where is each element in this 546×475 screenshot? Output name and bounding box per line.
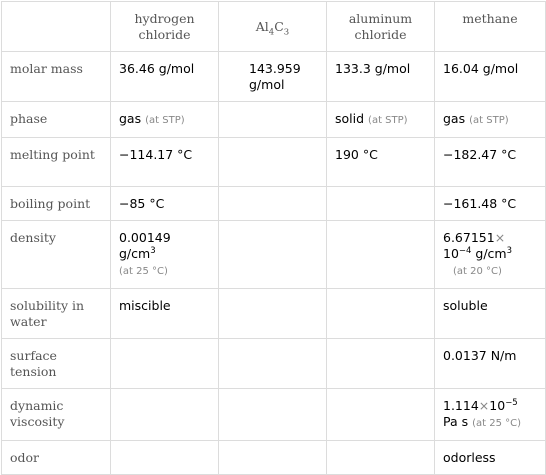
table-row-boiling-point xyxy=(2,187,546,221)
times-sign: × xyxy=(494,230,506,245)
corner-cell xyxy=(2,2,111,52)
density-unit: g/cm xyxy=(471,246,507,261)
row-label-phase: phase xyxy=(2,102,111,138)
phase-value: gas xyxy=(443,111,466,126)
row-label-density: density xyxy=(2,221,111,289)
viscosity-base: 10 xyxy=(489,398,506,413)
cell-molar-mass-hcl: 36.46 g/mol xyxy=(111,52,219,102)
column-header-hydrogen-chloride: hydrogen chloride xyxy=(111,2,219,52)
density-unit-exponent: 3 xyxy=(506,245,513,256)
row-label-solubility: solubility in water xyxy=(2,289,111,339)
column-header-methane: methane xyxy=(435,2,546,52)
table-row-solubility xyxy=(2,289,546,339)
cell-phase-methane xyxy=(435,102,546,138)
cell-dynamic-viscosity-al4c3 xyxy=(219,389,327,441)
density-exponent: −4 xyxy=(458,245,472,256)
phase-condition: (at STP) xyxy=(368,115,408,126)
cell-odor-methane: odorless xyxy=(435,441,546,475)
cell-boiling-point-al4c3 xyxy=(219,187,327,221)
times-sign: × xyxy=(478,398,490,413)
table-row-surface-tension xyxy=(2,339,546,389)
density-mantissa: 6.67151 xyxy=(443,230,495,245)
cell-phase-hcl xyxy=(111,102,219,138)
formula-al: Al xyxy=(255,19,269,34)
density-condition: (at 20 °C) xyxy=(453,266,502,277)
cell-odor-al4c3 xyxy=(219,441,327,475)
cell-boiling-point-alcl3 xyxy=(327,187,435,221)
table-row-odor xyxy=(2,441,546,475)
phase-value: gas xyxy=(119,111,142,126)
cell-dynamic-viscosity-hcl xyxy=(111,389,219,441)
cell-surface-tension-hcl xyxy=(111,339,219,389)
cell-melting-point-al4c3 xyxy=(219,138,327,187)
phase-condition: (at STP) xyxy=(469,115,509,126)
cell-molar-mass-alcl3: 133.3 g/mol xyxy=(327,52,435,102)
row-label-surface-tension: surface tension xyxy=(2,339,111,389)
cell-density-hcl xyxy=(111,221,219,289)
cell-melting-point-alcl3: 190 °C xyxy=(327,138,435,187)
column-header-al4c3 xyxy=(219,2,327,52)
cell-density-al4c3 xyxy=(219,221,327,289)
density-unit-exponent: 3 xyxy=(150,245,156,256)
column-header-aluminum-chloride: aluminum chloride xyxy=(327,2,435,52)
table-row-density xyxy=(2,221,546,289)
table-row-melting-point xyxy=(2,138,546,187)
table-row-molar-mass xyxy=(2,52,546,102)
cell-molar-mass-methane: 16.04 g/mol xyxy=(435,52,546,102)
cell-dynamic-viscosity-alcl3 xyxy=(327,389,435,441)
formula-sub-3: 3 xyxy=(283,27,290,38)
cell-odor-hcl xyxy=(111,441,219,475)
header-row xyxy=(2,2,546,52)
cell-surface-tension-al4c3 xyxy=(219,339,327,389)
viscosity-mantissa: 1.114 xyxy=(443,398,479,413)
cell-solubility-methane: soluble xyxy=(435,289,546,339)
cell-phase-al4c3 xyxy=(219,102,327,138)
formula-sub-4: 4 xyxy=(268,27,275,38)
cell-solubility-al4c3 xyxy=(219,289,327,339)
cell-melting-point-methane: −182.47 °C xyxy=(435,138,546,187)
viscosity-exponent: −5 xyxy=(505,397,518,408)
cell-melting-point-hcl: −114.17 °C xyxy=(111,138,219,187)
cell-density-alcl3 xyxy=(327,221,435,289)
cell-molar-mass-al4c3: 143.959 g/mol xyxy=(219,52,327,102)
row-label-boiling-point: boiling point xyxy=(2,187,111,221)
density-base: 10 xyxy=(443,246,459,261)
cell-boiling-point-hcl: −85 °C xyxy=(111,187,219,221)
cell-boiling-point-methane: −161.48 °C xyxy=(435,187,546,221)
formula-c: C xyxy=(274,19,284,34)
row-label-dynamic-viscosity: dynamic viscosity xyxy=(2,389,111,441)
cell-surface-tension-methane: 0.0137 N/m xyxy=(435,339,546,389)
density-condition: (at 25 °C) xyxy=(119,266,168,277)
phase-value: solid xyxy=(335,111,365,126)
row-label-melting-point: melting point xyxy=(2,138,111,187)
phase-condition: (at STP) xyxy=(145,115,185,126)
table-row-dynamic-viscosity xyxy=(2,389,546,441)
cell-odor-alcl3 xyxy=(327,441,435,475)
properties-table xyxy=(1,1,546,475)
cell-density-methane xyxy=(435,221,546,289)
cell-phase-alcl3 xyxy=(327,102,435,138)
cell-solubility-alcl3 xyxy=(327,289,435,339)
cell-surface-tension-alcl3 xyxy=(327,339,435,389)
viscosity-unit: Pa s xyxy=(443,414,469,429)
row-label-odor: odor xyxy=(2,441,111,475)
row-label-molar-mass: molar mass xyxy=(2,52,111,102)
cell-solubility-hcl: miscible xyxy=(111,289,219,339)
cell-dynamic-viscosity-methane xyxy=(435,389,546,441)
table-row-phase xyxy=(2,102,546,138)
density-value: 0.00149 g/cm xyxy=(119,230,171,261)
viscosity-condition: (at 25 °C) xyxy=(472,418,522,429)
